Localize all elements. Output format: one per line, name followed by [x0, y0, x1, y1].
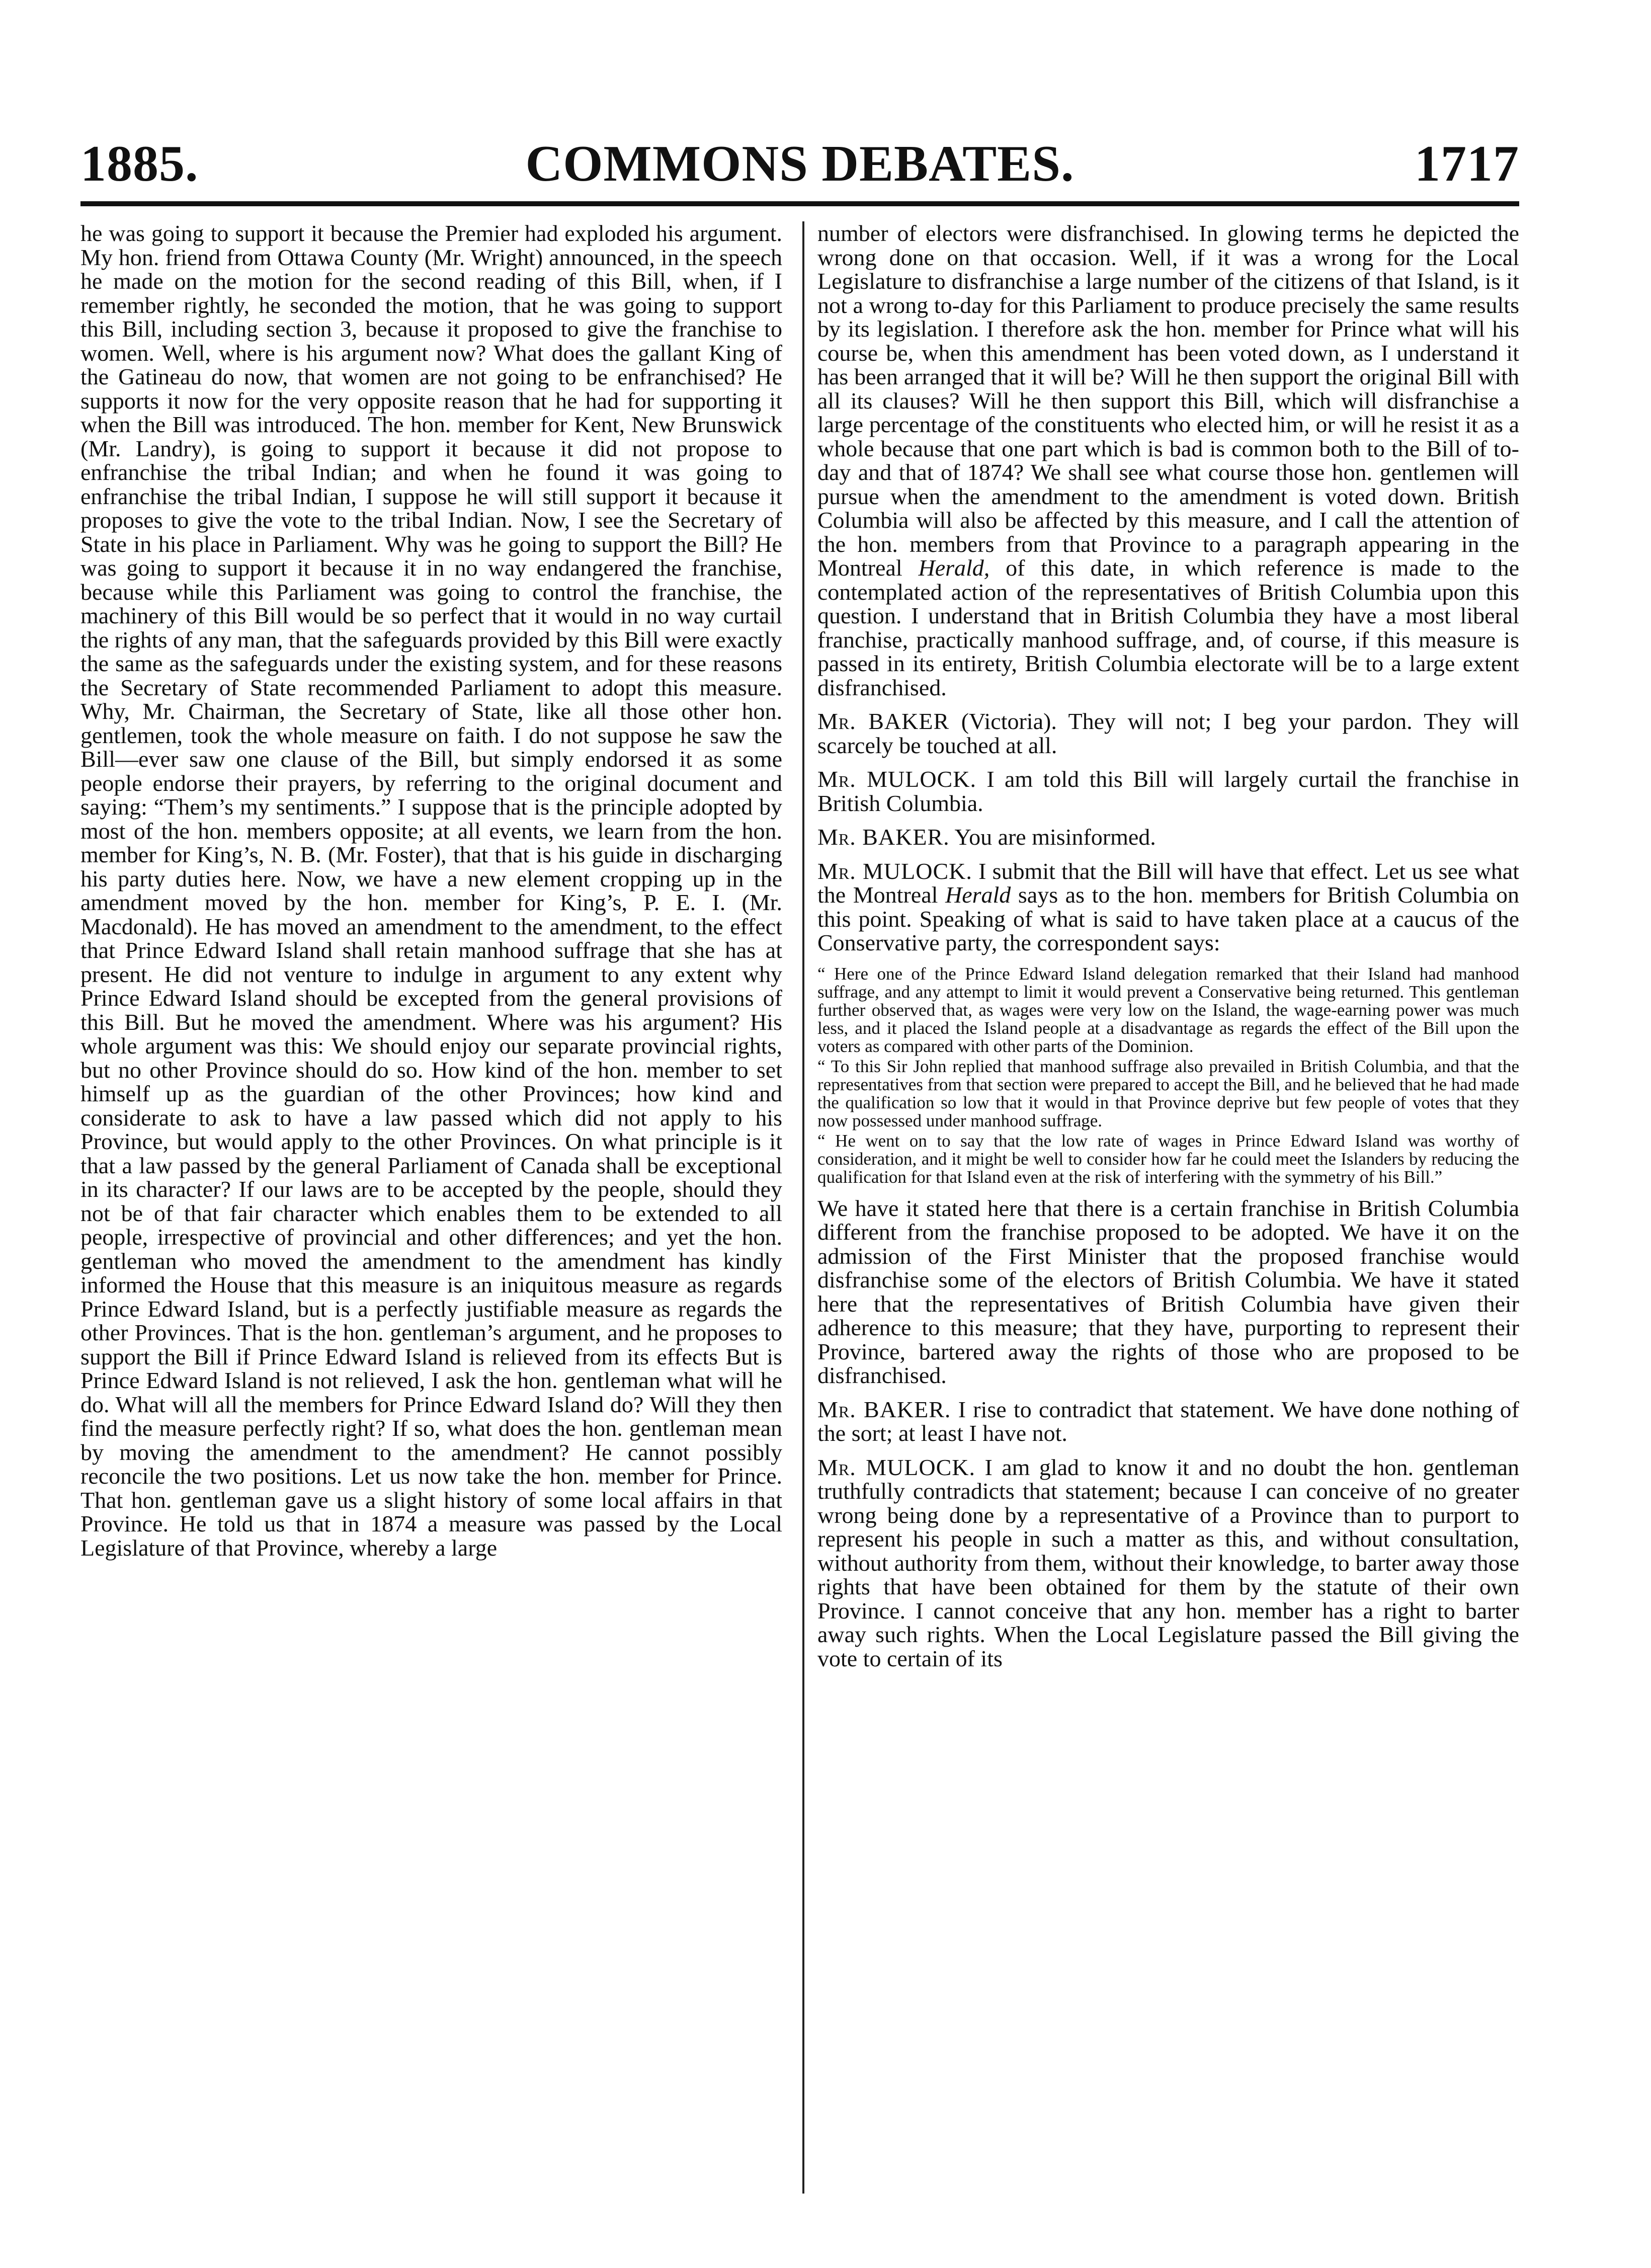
herald-title-1: Herald,: [918, 555, 990, 581]
herald-title-2: Herald: [945, 882, 1011, 908]
quote-paragraph-1: “ Here one of the Prince Edward Island delegation remarked that their Island had manhood suffrage, and any attempt to limit it would prevent a Conservative being returned. This gentleman further observed that, as wages were very low on the Island, the wage-earning power was much less, and it placed the Island people at a disadvantage as regards the effect of the Bill upon the voters as compared with other parts of the Dominion.: [817, 963, 1519, 1056]
speaker-name: Mr. MULOCK.: [817, 858, 972, 884]
left-paragraph-1: he was going to support it because the Premier had exploded his argument. My hon. friend from Ottawa County (Mr. Wright) announced, in the speech he made on the motion for the second reading of this Bill, when, if I remember rightly, he seconded the motion, that he was going to support this Bill, including section 3, because it proposed to give the franchise to women. Well, where is his argument now? What does the gallant King of the Gatineau do now, that women are not going to be enfranchised? He supports it now for the very opposite reason that he had for supporting it when the Bill was introduced. The hon. member for Kent, New Brunswick (Mr. Landry), is going to support it because it did not propose to enfranchise the tribal Indian; and when he found it was going to enfranchise the tribal Indian, I suppose he will still support it because it proposes to give the vote to the tribal Indian. Now, I see the Secretary of State in his place in Parliament. Why was he going to support the Bill? He was going to support it because it in no way endangered the franchise, because while this Parliament was going to control the franchise, the machinery of this Bill would be so perfect that it would in no way curtail the rights of any man, that the safeguards provided by this Bill were exactly the same as the safeguards under the existing system, and for these reasons the Secretary of State recommended Parliament to adopt this measure. Why, Mr. Chairman, the Secretary of State, like all those other hon. gentlemen, took the whole measure on faith. I do not suppose he saw the Bill—ever saw one clause of the Bill, but simply endorsed it as some people endorse their prayers, by referring to the original document and saying: “Them’s my sentiments.” I suppose that is the principle adopted by most of the hon. members opposite; at all events, we learn from the hon. member for King’s, N. B. (Mr. Foster), that that is his guide in discharging his party duties here. Now, we have a new element cropping up in the amendment moved by the hon. member for King’s, P. E. I. (Mr. Macdonald). He has moved an amendment to the amendment, to the effect that Prince Edward Island shall retain manhood suffrage that she has at present. He did not venture to indulge in argument to any extent why Prince Edward Island should be excepted from the general provisions of this Bill. But he moved the amendment. Where was his argument? His whole argument was this: We should enjoy our separate provincial rights, but no other Province should do so. How kind of the hon. member to set himself up as the guardian of the other Provinces; how kind and considerate to ask to have a law passed which did not apply to his Province, but would apply to the other Provinces. On what principle is it that a law passed by the general Parliament of Canada shall be exceptional in its character? If our laws are to be accepted by the people, should they not be of that fair character which enables them to be extended to all people, irrespective of provincial and other differences; and yet the hon. gentleman who moved the amendment to the amendment has kindly informed the House that this measure is an iniquitous measure as regards Prince Edward Island, but is a perfectly justifiable measure as regards the other Provinces. That is the hon. gentleman’s argument, and he proposes to support the Bill if Prince Edward Island is relieved from its effects But is Prince Edward Island is not relieved, I ask the hon. gentleman what will he do. What will all the members for Prince Edward Island do? Will they then find the measure perfectly right? If so, what does the hon. gentleman mean by moving the amendment to the amendment? He cannot possibly reconcile the two positions. Let us now take the hon. member for Prince. That hon. gentleman gave us a slight history of some local affairs in that Province. He told us that in 1874 a measure was passed by the Local Legislature of that Province, whereby a large: [80, 220, 782, 1561]
speaker-name: Mr. BAKER.: [817, 1396, 951, 1422]
speech-mulock-3: [817, 1455, 1519, 1671]
speech-mulock-2: [817, 859, 1519, 955]
speech-text: I am told this Bill will largely curtail the franchise in British Columbia.: [817, 766, 1520, 816]
column-divider: [802, 221, 804, 2194]
right-paragraph-1-text: number of electors were disfranchised. In glowing terms he depicted the wrong done on that occasion. Well, if it was a wrong for the Local Legislature to disfranchise a large number of the citizens of that Island, is it not a wrong to-day for this Parliament to produce precisely the same results by its legislation. I therefore ask the hon. member for Prince what will his course be, when this amendment has been voted down, as I understand it has been arranged that it will be? Will he then support the original Bill with all its clauses? Will he then support this Bill, which will disfranchise a large percentage of the constituents who elected him, or will he resist it as a whole because that one part which is bad is common both to the Bill of to-day and that of 1874? We shall see what course those hon. gentlemen will pursue when the amendment to the amendment is voted down. British Columbia will also be affected by this measure, and I call the attention of the hon. members from that Province to a paragraph appearing in the Montreal: [817, 220, 1519, 581]
speech-text: I am glad to know it and no doubt the hon. gentleman truthfully contradicts that statement; because I can conceive of no greater wrong being done by a representative of a Province than to purport to represent his people in such a matter as this, and without consultation, without authority from them, without their knowledge, to barter away those rights that have been obtained for them by the statute of their own Province. I cannot conceive that any hon. member has a right to barter away such rights. When the Local Legislature passed the Bill giving the vote to certain of its: [817, 1454, 1520, 1671]
right-paragraph-after-quote: We have it stated here that there is a certain franchise in British Columbia different from the franchise proposed to be adopted. We have it on the admission of the First Minister that the proposed franchise would disfranchise some of the electors of British Columbia. We have it stated here that the representatives of British Columbia have given their adherence to this measure; that they have, purporting to represent their Province, bartered away the rights of those who are proposed to be disfranchised.: [817, 1195, 1519, 1388]
speech-text: You are misinformed.: [954, 824, 1156, 850]
header-year: 1885.: [80, 135, 199, 192]
speech-baker-2: [817, 825, 1519, 849]
quote-paragraph-2: “ To this Sir John replied that manhood suffrage also prevailed in British Columbia, and that the representatives from that section were prepared to accept the Bill, and he believed that he had made the qualification so low that it would in that Province deprive but few people of votes that they now possessed under manhood suffrage.: [817, 1056, 1519, 1130]
header-title: COMMONS DEBATES.: [525, 135, 1075, 192]
speaker-name: Mr. BAKER: [817, 708, 950, 734]
header-rule: [80, 201, 1519, 206]
speech-baker-3: [817, 1398, 1519, 1445]
speaker-name: Mr. MULOCK.: [817, 766, 976, 792]
right-paragraph-1-end: of this date, in which reference is made to the contemplated action of the representatives of British Columbia upon this question. I understand that in British Columbia they have a most liberal franchise, practically manhood suffrage, and, of course, if this measure is passed in its entirety, British Columbia electorate will be to a large extent disfranchised.: [817, 555, 1520, 700]
speech-text: I rise to contradict that statement. We have done nothing of the sort; at least I have not.: [817, 1396, 1519, 1446]
speech-mulock-1: [817, 767, 1519, 815]
speaker-name: Mr. MULOCK.: [817, 1454, 976, 1480]
speech-text-a: I submit that the Bill will have that effect. Let us see what the Montreal: [817, 858, 1519, 908]
speaker-name: Mr. BAKER.: [817, 824, 950, 850]
left-column: [80, 221, 782, 1570]
header-page-number: 1717: [1415, 135, 1519, 192]
page-header: [80, 128, 1519, 199]
speech-text: (Victoria). They will not; I beg your pardon. They will scarcely be touched at all.: [817, 708, 1519, 758]
newspaper-quote: [817, 965, 1519, 1186]
speech-baker-1: [817, 709, 1519, 757]
speech-text-b: says as to the hon. members for British Columbia on this point. Speaking of what is said to have taken place at a caucus of the Conservative party, the correspondent says:: [817, 882, 1520, 955]
right-column: [817, 221, 1519, 1680]
right-paragraph-1: [817, 221, 1519, 699]
quote-paragraph-3: “ He went on to say that the low rate of wages in Prince Edward Island was worthy of consideration, and it might be well to consider how far he could meet the Islanders by reducing the qualification for that Island even at the risk of interfering with the symmetry of his Bill.”: [817, 1130, 1519, 1187]
